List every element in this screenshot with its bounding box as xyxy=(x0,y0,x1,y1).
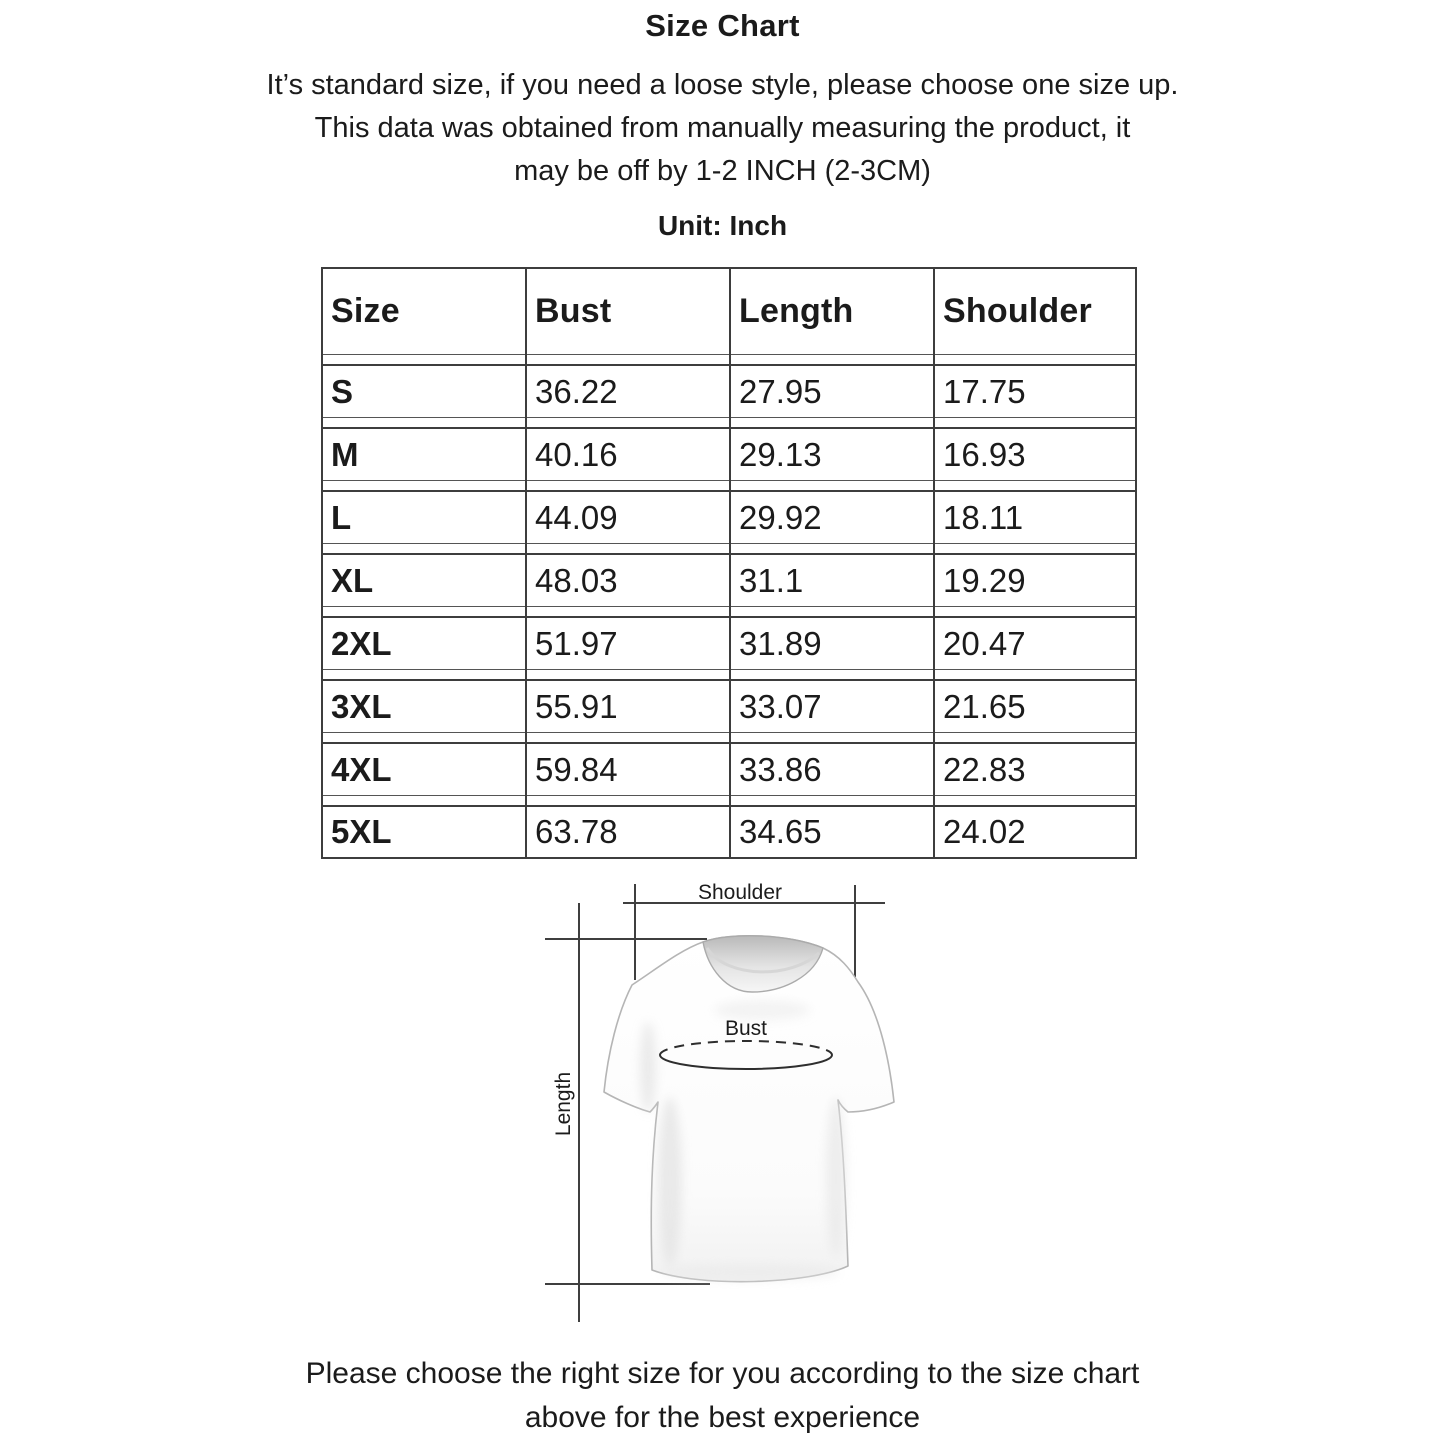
footer-line: Please choose the right size for you according to the size chart xyxy=(305,1357,1140,1390)
value-cell: 34.65 xyxy=(739,813,822,850)
value-cell: 31.89 xyxy=(739,624,822,662)
size-cell: 4XL xyxy=(331,750,392,788)
column-header-bust: Bust xyxy=(535,292,612,330)
table-column-divider xyxy=(1135,267,1137,859)
value-cell: 51.97 xyxy=(535,624,618,662)
size-cell: 3XL xyxy=(331,687,392,725)
value-cell: 17.75 xyxy=(943,372,1026,410)
page-title: Size Chart xyxy=(645,8,800,43)
value-cell: 18.11 xyxy=(943,498,1024,536)
column-header-length: Length xyxy=(739,292,854,330)
value-cell: 16.93 xyxy=(943,435,1026,473)
value-cell: 19.29 xyxy=(943,561,1026,599)
value-cell: 20.47 xyxy=(943,624,1026,662)
length-label: Length xyxy=(552,1071,575,1137)
value-cell: 48.03 xyxy=(535,561,618,599)
size-cell: M xyxy=(331,435,359,473)
value-cell: 33.86 xyxy=(739,750,822,788)
value-cell: 22.83 xyxy=(943,750,1026,788)
value-cell: 24.02 xyxy=(943,813,1026,850)
description-line: It’s standard size, if you need a loose style, please choose one size up. xyxy=(266,69,1179,101)
value-cell: 36.22 xyxy=(535,372,618,410)
footer-note xyxy=(0,1352,1445,1440)
tshirt-illustration xyxy=(604,936,894,1282)
table-column-divider xyxy=(933,267,935,859)
description-line: This data was obtained from manually measuring the product, it xyxy=(314,112,1131,144)
value-cell: 55.91 xyxy=(535,687,618,725)
value-cell: 59.84 xyxy=(535,750,618,788)
size-cell: XL xyxy=(331,561,374,599)
value-cell: 40.16 xyxy=(535,435,618,473)
description-line: may be off by 1-2 INCH (2-3CM) xyxy=(514,155,931,187)
description xyxy=(0,64,1445,193)
footer-line: above for the best experience xyxy=(524,1401,921,1434)
value-cell: 31.1 xyxy=(739,561,804,599)
value-cell: 63.78 xyxy=(535,813,618,850)
bust-label: Bust xyxy=(724,1017,768,1040)
value-cell: 44.09 xyxy=(535,498,618,536)
size-cell: S xyxy=(331,372,354,410)
value-cell: 29.92 xyxy=(739,498,822,536)
column-header-size: Size xyxy=(331,292,400,330)
unit-label: Unit: Inch xyxy=(657,210,788,241)
shoulder-label: Shoulder xyxy=(697,881,783,904)
tshirt-measurement-diagram xyxy=(540,872,970,1332)
table-column-divider xyxy=(321,267,323,859)
value-cell: 21.65 xyxy=(943,687,1026,725)
size-table xyxy=(321,267,1137,859)
column-header-shoulder: Shoulder xyxy=(943,292,1092,330)
value-cell: 27.95 xyxy=(739,372,822,410)
value-cell: 33.07 xyxy=(739,687,822,725)
table-column-divider xyxy=(729,267,731,859)
size-cell: L xyxy=(331,498,352,536)
value-cell: 29.13 xyxy=(739,435,822,473)
size-cell: 5XL xyxy=(331,813,392,850)
table-column-divider xyxy=(525,267,527,859)
size-cell: 2XL xyxy=(331,624,392,662)
